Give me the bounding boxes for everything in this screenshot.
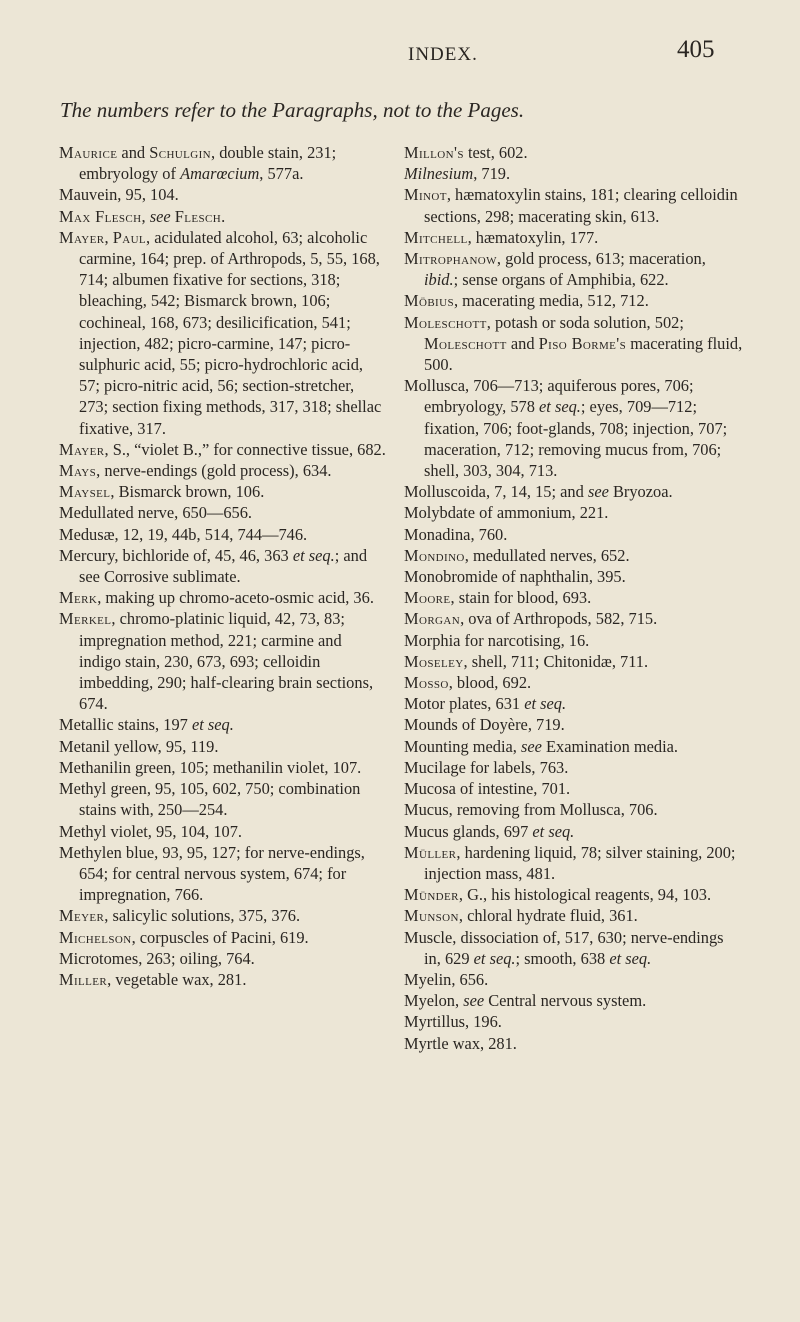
index-entry [404,184,744,226]
index-entry-text: et seq. [524,694,567,714]
index-entry [59,969,387,990]
index-entry [404,736,744,757]
index-entry-text: , [104,227,113,247]
index-entry-text: and [117,143,150,162]
index-entry-text: Mounting media, [404,736,521,756]
index-entry-text: ; and see Corrosive sublimate. [79,545,368,587]
index-entry-text: . [221,206,226,226]
index-entry-text: Molluscoida, 7, 14, 15; and [404,482,588,502]
index-column-left [59,142,387,990]
index-entry-text: , [141,206,150,226]
index-entry-text: Maurice [59,143,118,162]
index-entry-text: , hardening liquid, 78; silver staining, 200; injection mass, 481. [424,842,736,883]
index-entry-text: macerating fluid, 500. [424,333,743,375]
index-entry [59,905,387,926]
index-entry [59,757,387,778]
index-entry-text: , 719. [473,164,511,184]
index-entry-text: Flesch [174,206,222,226]
index-entry-text: , medullated nerves, 652. [464,545,630,565]
index-entry-text: Mounds of Doyère, 719. [404,715,565,735]
index-entry-text: , S., “violet B.,” for connective tissue, 682. [104,439,386,459]
index-entry [404,842,744,884]
index-entry [404,545,744,566]
index-entry-text: et seq. [292,545,335,565]
index-entry [404,693,744,714]
index-entry-text: et seq. [191,715,234,735]
index-entry-text: Mercury, bichloride of, 45, 46, 363 [59,545,293,565]
index-entry-text: Merk [59,588,98,608]
index-entry-text: Mucus, removing from Mollusca, 706. [404,800,658,820]
index-entry-text: Medullated nerve, 650—656. [59,503,252,523]
index-entry [59,714,387,735]
index-entry-text: Central nervous system. [484,991,647,1011]
index-entry [59,545,387,587]
index-entry-text: Muscle, dissociation of, 517, 630; nerve-endings in, 629 [404,927,724,968]
index-entry-text: Amarœcium [180,164,260,184]
index-entry-text: Molybdate of ammonium, 221. [404,503,609,523]
index-entry [404,905,744,926]
index-entry-text: et seq. [473,948,516,968]
index-entry-text: , ova of Arthropods, 582, 715. [460,609,658,629]
index-entry [59,927,387,948]
index-entry [404,630,744,651]
index-entry [404,714,744,735]
index-entry [59,481,387,502]
index-entry-text: Myrtillus, 196. [404,1012,502,1032]
index-entry-text: Münder [404,885,459,905]
index-entry-text: Metanil yellow, 95, 119. [59,736,219,756]
index-entry-text: Morphia for narcotising, 16. [404,630,590,650]
index-entry-text: , corpuscles of Pacini, 619. [131,927,309,947]
index-entry-text: Microtomes, 263; oiling, 764. [59,948,255,968]
index-entry [404,672,744,693]
index-entry-text: Mitchell [404,227,468,247]
index-entry [404,969,744,990]
index-entry [404,1011,744,1032]
index-entry [59,821,387,842]
index-entry [404,375,744,481]
index-entry-text: , chromo-platinic liquid, 42, 73, 83; impregnation method, 221; carmine and indigo stain, 230, 673, 693; celloidin imbedding, 290; half-clearing brain sections, 674. [79,609,374,714]
index-entry [404,757,744,778]
index-entry-text: see [149,206,171,226]
index-entry [404,142,744,163]
index-entry-text: Maysel [59,482,111,502]
index-entry [404,227,744,248]
index-entry-text: Monobromide of naphthalin, 395. [404,567,626,587]
index-entry [59,142,387,184]
index-entry-text: , acidulated alcohol, 63; alcoholic carmine, 164; prep. of Arthropods, 5, 55, 168, 714; albumen fixative for sections, 318; bleaching, 542; Bismarck brown, 106; cochineal, 168, 673; desilicification, 541; injection, 482; picro-carmine, 147; picro-sulphuric acid, 55; picro-hydrochloric acid, 57; picro-nitric acid, 56; section-stretcher, 273; section fixing methods, 317, 318; shellac fixative, 317. [79,227,382,438]
index-entry-text: Miller [59,969,108,989]
index-entry-text: see [587,482,609,502]
index-entry-text: Myrtle wax, 281. [404,1033,517,1053]
index-entry [404,566,744,587]
index-entry-text: , blood, 692. [448,673,532,693]
index-entry-text: Meyer [59,906,105,926]
page-number: 405 [677,36,715,63]
index-entry-text: Methylen blue, 93, 95, 127; for nerve-endings, 654; for central nervous system, 674; for impregnation, 766. [59,842,365,905]
index-entry [404,481,744,502]
index-entry-text: Piso Borme's [538,333,627,353]
index-entry-text: et seq. [539,397,581,417]
index-entry-text: Mayer [59,439,105,459]
index-entry-text: Minot [404,185,447,205]
index-entry [404,799,744,820]
index-entry [59,502,387,523]
index-entry-text: , Bismarck brown, 106. [110,482,265,502]
index-entry-text: Moore [404,588,451,608]
index-entry-text: , double stain, 231; embryology of [79,143,337,184]
index-column-right [404,142,744,1054]
index-entry-text: , macerating media, 512, 712. [453,291,649,311]
index-entry-text: see [463,991,485,1011]
index-entry-text: Moleschott [404,312,487,332]
index-entry-text: Paul [112,227,147,247]
index-entry [59,608,387,714]
index-subtitle: The numbers refer to the Paragraphs, not to the Pages. [60,98,525,122]
index-entry-text: Mollusca, 706—713; aquiferous pores, 706; embryology, 578 [404,376,694,417]
index-entry-text: ; smooth, 638 [515,948,610,968]
index-entry-text: , hæmatoxylin stains, 181; clearing celloidin sections, 298; macerating skin, 613. [424,185,738,226]
index-entry-text: Myelon, [404,991,464,1011]
index-entry-text: Merkel [59,609,112,629]
index-entry [404,651,744,672]
index-entry-text: Milnesium [404,164,474,184]
index-entry [59,842,387,906]
index-entry-text: , hæmatoxylin, 177. [467,227,599,247]
index-entry-text: , gold process, 613; maceration, [496,249,706,269]
index-entry [404,290,744,311]
index-entry [404,587,744,608]
index-entry-text: , shell, 711; Chitonidæ, 711. [463,651,649,671]
index-entry-text: Methanilin green, 105; methanilin violet, 107. [59,757,362,777]
index-entry-text: Mucilage for labels, 763. [404,757,569,777]
index-entry [59,439,387,460]
index-entry-text: et seq. [609,948,652,968]
index-entry-text: see [521,736,542,756]
index-entry [59,778,387,820]
index-entry [404,778,744,799]
index-entry [59,184,387,205]
index-entry-text: et seq. [532,821,575,841]
index-entry-text: Mosso [404,673,449,693]
index-entry-text: Mayer [59,227,105,247]
index-entry-text: , making up chromo-aceto-osmic acid, 36. [97,588,374,608]
index-entry [404,312,744,376]
index-entry-text: Medusæ, 12, 19, 44b, 514, 744—746. [59,524,308,544]
index-entry-text: Myelin, 656. [404,969,489,989]
index-entry-text: , stain for blood, 693. [450,588,592,608]
index-entry [59,587,387,608]
index-entry [59,460,387,481]
index-entry [404,884,744,905]
index-entry-text: Moseley [404,651,464,671]
index-entry-text: Michelson [59,927,132,947]
index-entry [404,502,744,523]
index-entry-text: , chloral hydrate fluid, 361. [458,906,638,926]
index-entry-text: Mitrophanow [404,249,497,269]
index-entry-text: Schulgin [149,143,212,162]
index-entry-text: Motor plates, 631 [404,694,525,714]
index-entry [404,248,744,290]
index-entry-text: Millon's [404,143,464,162]
index-entry-text: , salicylic solutions, 375, 376. [104,906,301,926]
index-entry-text: Metallic stains, 197 [59,715,192,735]
index-entry [404,1033,744,1054]
index-entry [59,227,387,439]
index-entry-text: Monadina, 760. [404,524,508,544]
index-entry [59,524,387,545]
index-entry-text: Mondino [404,545,465,565]
index-entry-text: , G., his histological reagents, 94, 103. [458,885,712,905]
index-entry-text: Mucosa of intestine, 701. [404,779,571,799]
index-entry [59,736,387,757]
index-entry-text: Mauvein, 95, 104. [59,185,179,205]
index-entry-text: Mucus glands, 697 [404,821,533,841]
index-entry-text: Morgan [404,609,461,629]
index-entry [404,163,744,184]
running-head: INDEX. [408,44,478,65]
index-entry [404,821,744,842]
index-entry-text: and [506,333,539,353]
index-entry-text: Moleschott [424,333,507,353]
index-entry-text: , nerve-endings (gold process), 634. [96,461,332,481]
index-entry-text: Bryozoa. [608,482,673,502]
index-entry [404,990,744,1011]
index-entry-text: ibid. [424,270,454,290]
index-entry-text: ; eyes, 709—712; fixation, 706; foot-glands, 708; injection, 707; maceration, 712; removing mucus from, 706; shell, 303, 304, 713. [424,397,728,481]
index-entry-text: Möbius [404,291,454,311]
index-entry-text: Mays [59,461,97,481]
index-entry-text: Max Flesch [59,206,142,226]
index-entry [59,206,387,227]
index-entry-text: test, 602. [463,143,528,162]
index-entry [404,524,744,545]
index-entry [404,927,744,969]
index-entry-text: , potash or soda solution, 502; [486,312,684,332]
index-entry-text: Müller [404,842,457,862]
index-entry-text: , vegetable wax, 281. [107,969,247,989]
index-entry-text: Methyl green, 95, 105, 602, 750; combination stains with, 250—254. [59,779,361,820]
index-entry [59,948,387,969]
index-entry-text: ; sense organs of Amphibia, 622. [453,270,669,290]
index-entry [404,608,744,629]
index-entry-text: Methyl violet, 95, 104, 107. [59,821,243,841]
index-entry-text: , 577a. [259,164,304,184]
index-entry-text: Munson [404,906,459,926]
index-entry-text: Examination media. [541,736,679,756]
